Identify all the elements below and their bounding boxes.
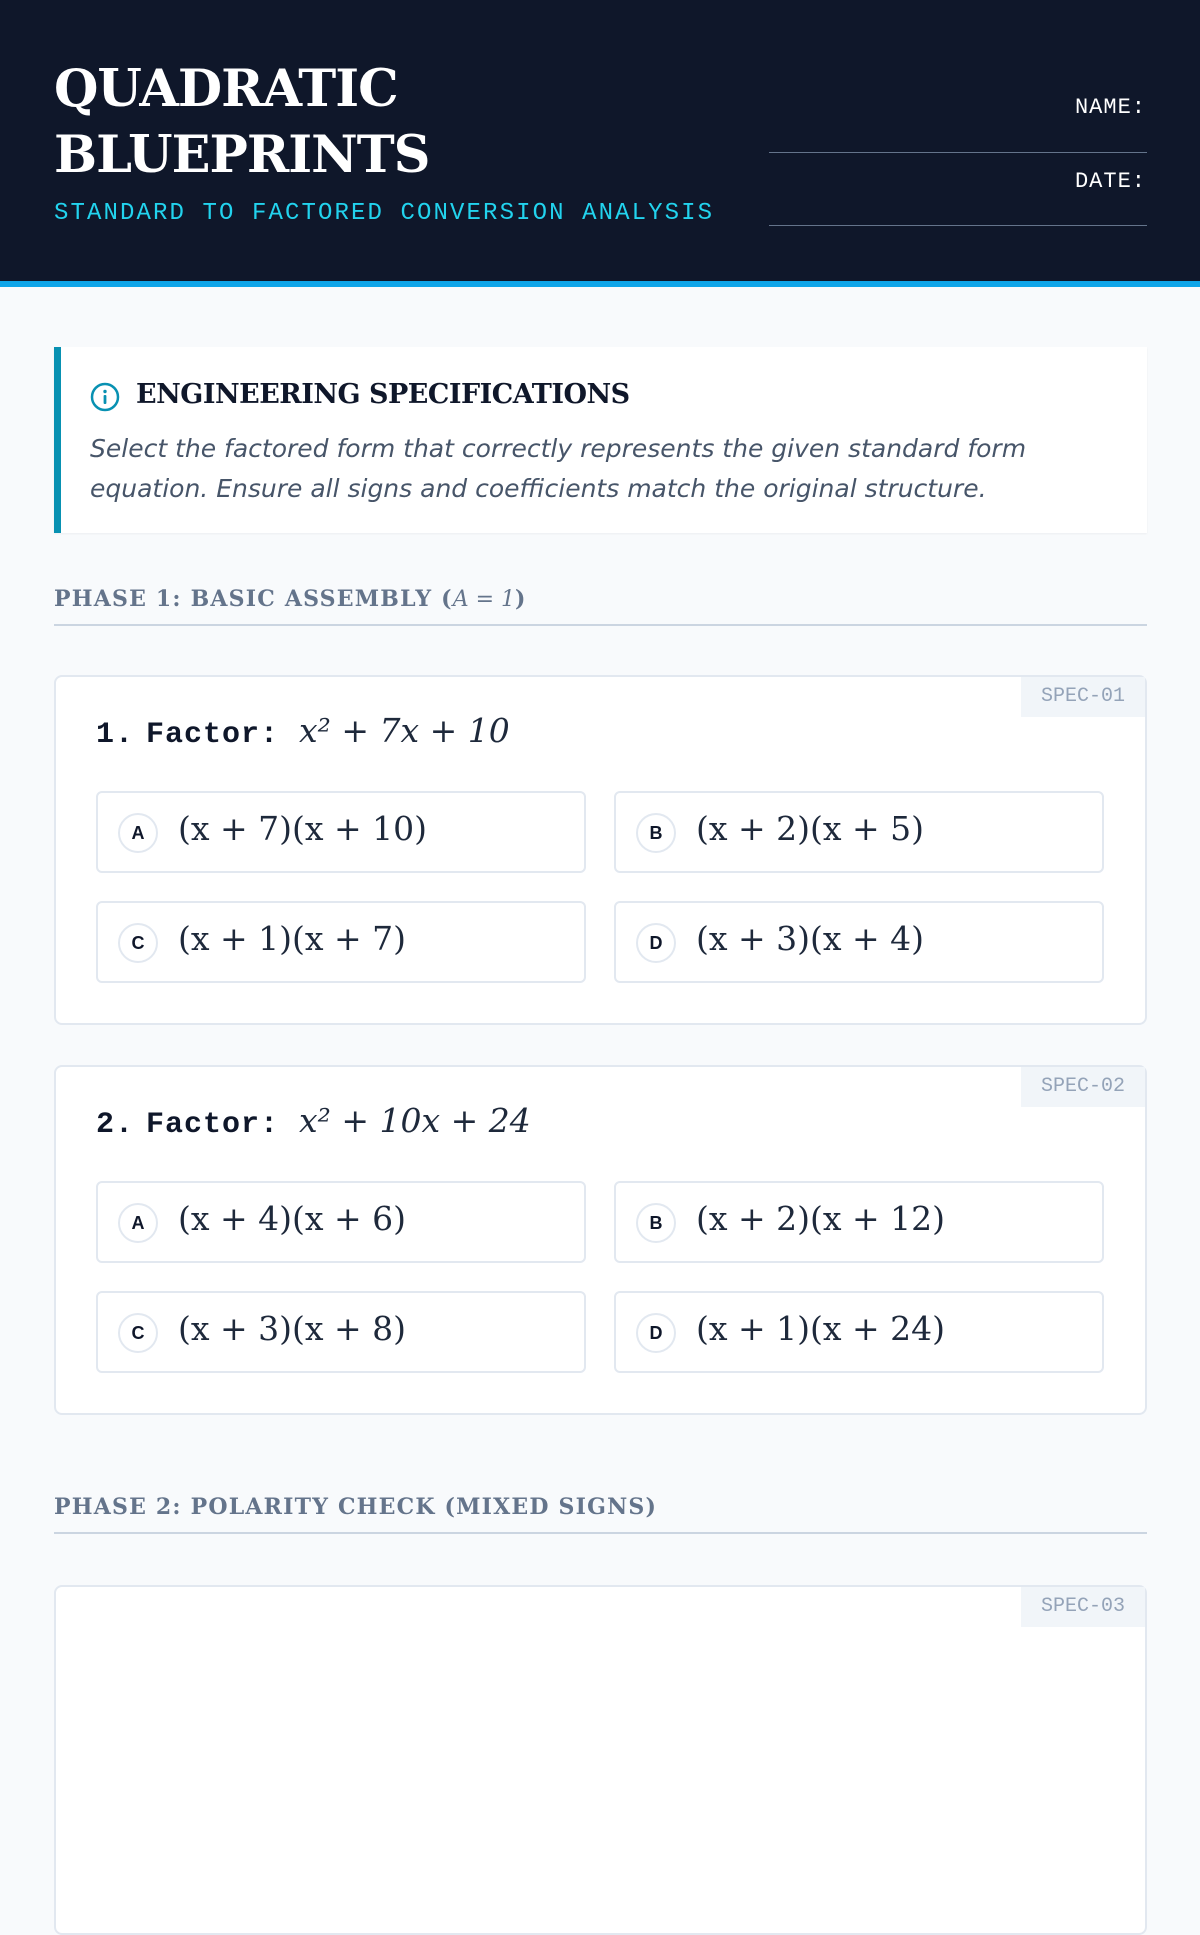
question-number: 1. [96,718,135,752]
title-line-2: BLUEPRINTS [54,125,430,185]
option-text: (x + 2)(x + 12) [696,1199,945,1238]
info-icon [90,382,120,412]
option-a[interactable] [96,791,586,873]
option-text: (x + 7)(x + 10) [178,809,427,848]
question-expression: x² + 10x + 24 [299,1101,531,1140]
option-letter: B [636,1203,676,1243]
question-number: 2. [96,1108,135,1142]
worksheet-header [0,0,1200,287]
name-label: NAME: [1074,95,1146,120]
phase-1-label: PHASE 1: BASIC ASSEMBLY ( [54,586,453,612]
question-label: Factor: [146,1108,280,1142]
option-d[interactable] [614,1291,1104,1373]
title-line-1: QUADRATIC [54,59,398,119]
option-text: (x + 3)(x + 4) [696,919,924,958]
spec-tag: SPEC-03 [1021,1587,1145,1627]
option-letter: C [118,923,158,963]
option-letter: B [636,813,676,853]
option-letter: C [118,1313,158,1353]
question-card-2 [54,1065,1147,1415]
question-card-3 [54,1585,1147,1935]
option-letter: D [636,923,676,963]
phase-1-heading [54,586,1147,626]
date-label: DATE: [1074,169,1146,194]
phase-1-suffix: ) [515,586,527,612]
question-prompt [96,1101,531,1142]
option-letter: A [118,813,158,853]
option-letter: A [118,1203,158,1243]
option-c[interactable] [96,1291,586,1373]
spec-tag: SPEC-02 [1021,1067,1145,1107]
option-b[interactable] [614,791,1104,873]
name-field[interactable] [769,152,1147,153]
option-c[interactable] [96,901,586,983]
worksheet-title [54,56,430,188]
instructions-box [54,347,1147,533]
instructions-heading: ENGINEERING SPECIFICATIONS [136,379,630,410]
option-text: (x + 4)(x + 6) [178,1199,406,1238]
spec-tag: SPEC-01 [1021,677,1145,717]
date-field[interactable] [769,225,1147,226]
question-card-1 [54,675,1147,1025]
option-d[interactable] [614,901,1104,983]
question-prompt [96,711,510,752]
worksheet-subtitle: STANDARD TO FACTORED CONVERSION ANALYSIS [54,200,715,227]
option-a[interactable] [96,1181,586,1263]
option-letter: D [636,1313,676,1353]
option-text: (x + 1)(x + 7) [178,919,406,958]
option-text: (x + 2)(x + 5) [696,809,924,848]
option-text: (x + 1)(x + 24) [696,1309,945,1348]
question-label: Factor: [146,718,280,752]
option-b[interactable] [614,1181,1104,1263]
instructions-text: Select the factored form that correctly represents the given standard form equation. Ensure all signs and coefficients match the original structure. [90,434,1027,503]
phase-2-heading: PHASE 2: POLARITY CHECK (MIXED SIGNS) [54,1494,1147,1534]
question-expression: x² + 7x + 10 [299,711,510,750]
option-text: (x + 3)(x + 8) [178,1309,406,1348]
phase-1-math: A = 1 [452,587,516,612]
